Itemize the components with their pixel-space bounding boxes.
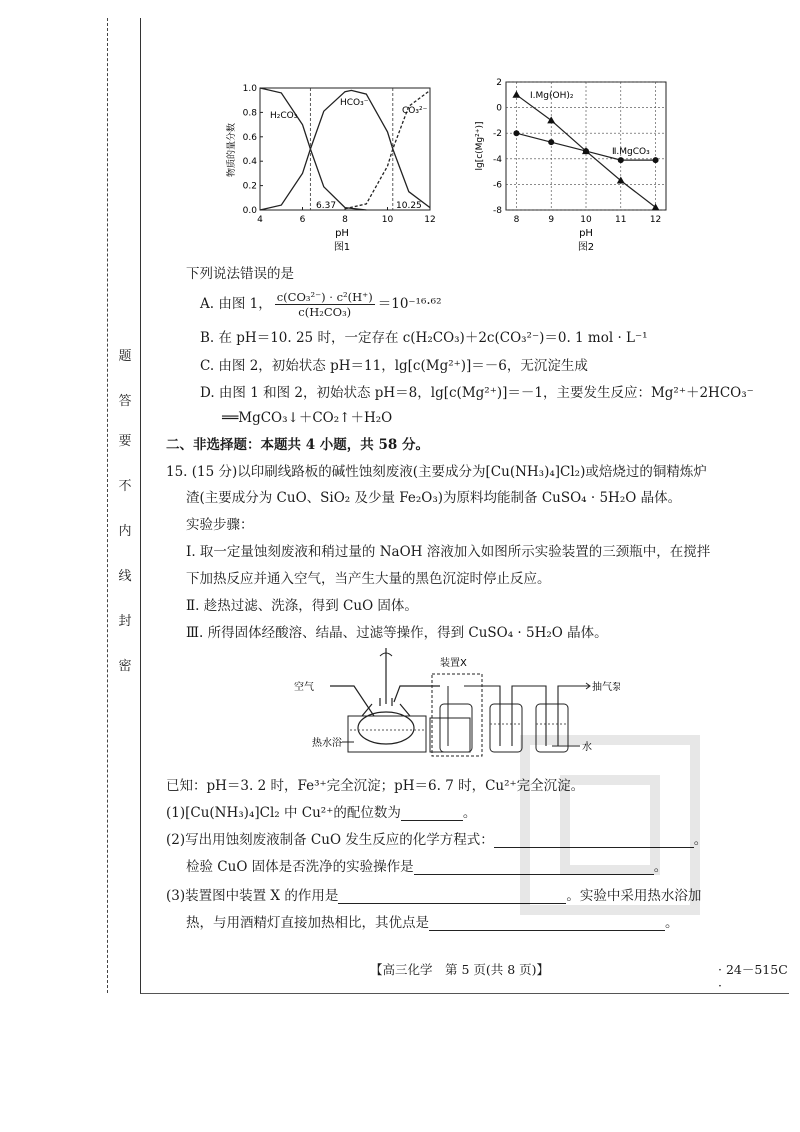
series-1-label: Ⅰ.Mg(OH)₂	[530, 91, 574, 101]
q15-line1: 15. (15 分)以印刷线路板的碱性蚀刻废液(主要成分为[Cu(NH₃)₄]Cl₂)或焙烧过的铜精炼炉	[166, 464, 707, 480]
q14-option-a	[200, 290, 442, 319]
pump-arrow-icon	[580, 683, 590, 689]
x-tick-label: 10	[381, 215, 394, 225]
series-2-label: Ⅱ.MgCO₃	[612, 147, 650, 157]
q15-known: 已知：pH＝3. 2 时，Fe³⁺完全沉淀；pH＝6. 7 时，Cu²⁺完全沉淀。	[166, 778, 585, 794]
label-h2co3: H₂CO₃	[270, 111, 298, 121]
y-tick-label: 2	[496, 78, 502, 88]
option-a-prefix: A. 由图 1，	[200, 296, 272, 312]
circle-point	[653, 157, 659, 163]
y-axis-label: 物质的量分数	[227, 122, 237, 178]
q15-step1-a: Ⅰ. 取一定量蚀刻废液和稍过量的 NaOH 溶液加入如图所示实验装置的三颈瓶中，在搅拌	[186, 544, 711, 560]
x-axis-label: pH	[335, 228, 349, 239]
answer-blank-1[interactable]	[401, 806, 463, 821]
q14-option-c: C. 由图 2，初始状态 pH＝11，lg[c(Mg²⁺)]＝－6，无沉淀生成	[200, 358, 588, 374]
y-tick-label: 0.8	[242, 108, 257, 119]
fraction-denominator: c(H₂CO₃)	[298, 305, 352, 319]
y-tick-label: -2	[493, 129, 502, 140]
sub2-end: 。	[693, 832, 708, 848]
x-tick-label: 4	[257, 215, 263, 225]
watermark-stamp-icon	[515, 730, 705, 920]
y-axis-label: lg[c(Mg²⁺)]	[475, 121, 485, 171]
bottle-x	[440, 704, 472, 752]
sub1-text: (1)[Cu(NH₃)₄]Cl₂ 中 Cu²⁺的配位数为	[166, 805, 401, 821]
device-x-label: 装置X	[440, 658, 467, 669]
triangle-point	[512, 91, 520, 98]
footer-page-info: 【高三化学 第 5 页(共 8 页)】	[370, 962, 550, 977]
circle-point	[583, 148, 589, 154]
x-tick-label: 8	[342, 215, 348, 225]
sub3b-end: 。	[665, 915, 679, 931]
binding-char: 答	[118, 394, 132, 409]
binding-char: 题	[118, 349, 132, 364]
sub3-text: (3)装置图中装置 X 的作用是	[166, 888, 339, 904]
three-neck-flask	[358, 712, 414, 744]
binding-char: 内	[118, 524, 132, 539]
binding-char: 密	[118, 659, 132, 674]
figure-2-chart	[472, 74, 687, 256]
y-tick-label: 0.0	[242, 206, 257, 216]
x-tick-label: 6	[299, 215, 306, 225]
y-tick-label: 0.4	[242, 157, 257, 168]
binding-char: 封	[118, 614, 132, 629]
figure-1-caption: 图1	[333, 242, 351, 253]
binding-char: 要	[118, 434, 132, 449]
connect-tube-1	[394, 686, 440, 702]
y-tick-label: -4	[493, 154, 502, 165]
section-2-heading: 二、非选择题：本题共 4 小题，共 58 分。	[166, 437, 429, 453]
circle-point	[548, 139, 554, 145]
x-tick-label: 8	[513, 215, 520, 225]
q14-stem: 下列说法错误的是	[186, 266, 294, 282]
x-tick-label: 10	[580, 215, 592, 225]
binding-char: 线	[118, 569, 132, 584]
option-a-fraction	[275, 290, 375, 319]
label-6-37: 6.37	[316, 201, 337, 211]
option-a-rhs: ＝10⁻¹⁶·⁶²	[377, 296, 442, 312]
figure-1	[222, 78, 452, 260]
figure-2	[472, 74, 687, 260]
q14-option-d-line1: D. 由图 1 和图 2，初始状态 pH＝8，lg[c(Mg²⁺)]＝－1，主要发生反应：Mg²⁺＋2HCO₃⁻	[200, 385, 754, 401]
sub2b-end: 。	[653, 859, 668, 875]
q14-option-d-line2: ══MgCO₃↓＋CO₂↑＋H₂O	[222, 410, 393, 426]
triangle-point	[547, 116, 555, 123]
binding-char: 不	[118, 479, 132, 494]
q15-step1-b: 下加热反应并通入空气，当产生大量的黑色沉淀时停止反应。	[186, 571, 551, 587]
q15-step2: Ⅱ. 趁热过滤、洗涤，得到 CuO 固体。	[186, 598, 418, 614]
sub2-text: (2)写出用蚀刻废液制备 CuO 发生反应的化学方程式：	[166, 832, 494, 848]
circle-point	[513, 130, 519, 136]
pump-label: 抽气泵	[592, 682, 620, 693]
air-inlet-tube	[330, 686, 374, 716]
y-tick-label: -6	[493, 180, 502, 191]
label-hco3: HCO₃⁻	[340, 98, 369, 108]
x-axis-label: pH	[579, 228, 593, 239]
bath-label: 热水浴	[312, 738, 342, 749]
circle-point	[618, 157, 624, 163]
y-tick-label: 0.6	[242, 132, 257, 143]
label-10-25: 10.25	[396, 201, 422, 211]
sub3b-text: 热，与用酒精灯直接加热相比，其优点是	[186, 915, 429, 931]
sub3-mid: 。实验中采用热水浴加	[566, 888, 702, 904]
fraction-numerator: c(CO₃²⁻) · c²(H⁺)	[276, 290, 373, 304]
y-tick-label: 1.0	[242, 84, 257, 94]
figure-2-caption: 图2	[577, 242, 595, 253]
footer-code: · 24－515C ·	[718, 962, 788, 993]
q15-line2: 渣(主要成分为 CuO、SiO₂ 及少量 Fe₂O₃)为原料均能制备 CuSO₄ · 5H₂O 晶体。	[186, 490, 682, 506]
air-label: 空气	[294, 682, 314, 693]
binding-dashed-line	[107, 18, 108, 993]
x-tick-label: 12	[424, 215, 436, 225]
y-tick-label: 0.2	[242, 181, 257, 192]
q14-option-b: B. 在 pH＝10. 25 时，一定存在 c(H₂CO₃)＋2c(CO₃²⁻)＝0. 1 mol · L⁻¹	[200, 330, 648, 346]
figure-1-chart	[222, 78, 452, 256]
heater-base	[430, 718, 470, 752]
sub2b-text: 检验 CuO 固体是否洗净的实验操作是	[186, 859, 414, 875]
y-tick-label: 0	[496, 103, 502, 114]
x-tick-label: 9	[548, 215, 555, 225]
label-co3: CO₃²⁻	[402, 106, 428, 116]
x-tick-label: 12	[649, 215, 662, 225]
q15-step3: Ⅲ. 所得固体经酸溶、结晶、过滤等操作，得到 CuSO₄ · 5H₂O 晶体。	[186, 625, 608, 641]
q15-sub1	[166, 801, 476, 821]
x-tick-label: 11	[615, 215, 627, 225]
q15-steps-title: 实验步骤：	[186, 517, 254, 533]
water-label: 水	[582, 742, 592, 753]
sub1-end: 。	[462, 805, 477, 821]
y-tick-label: -8	[493, 206, 502, 216]
